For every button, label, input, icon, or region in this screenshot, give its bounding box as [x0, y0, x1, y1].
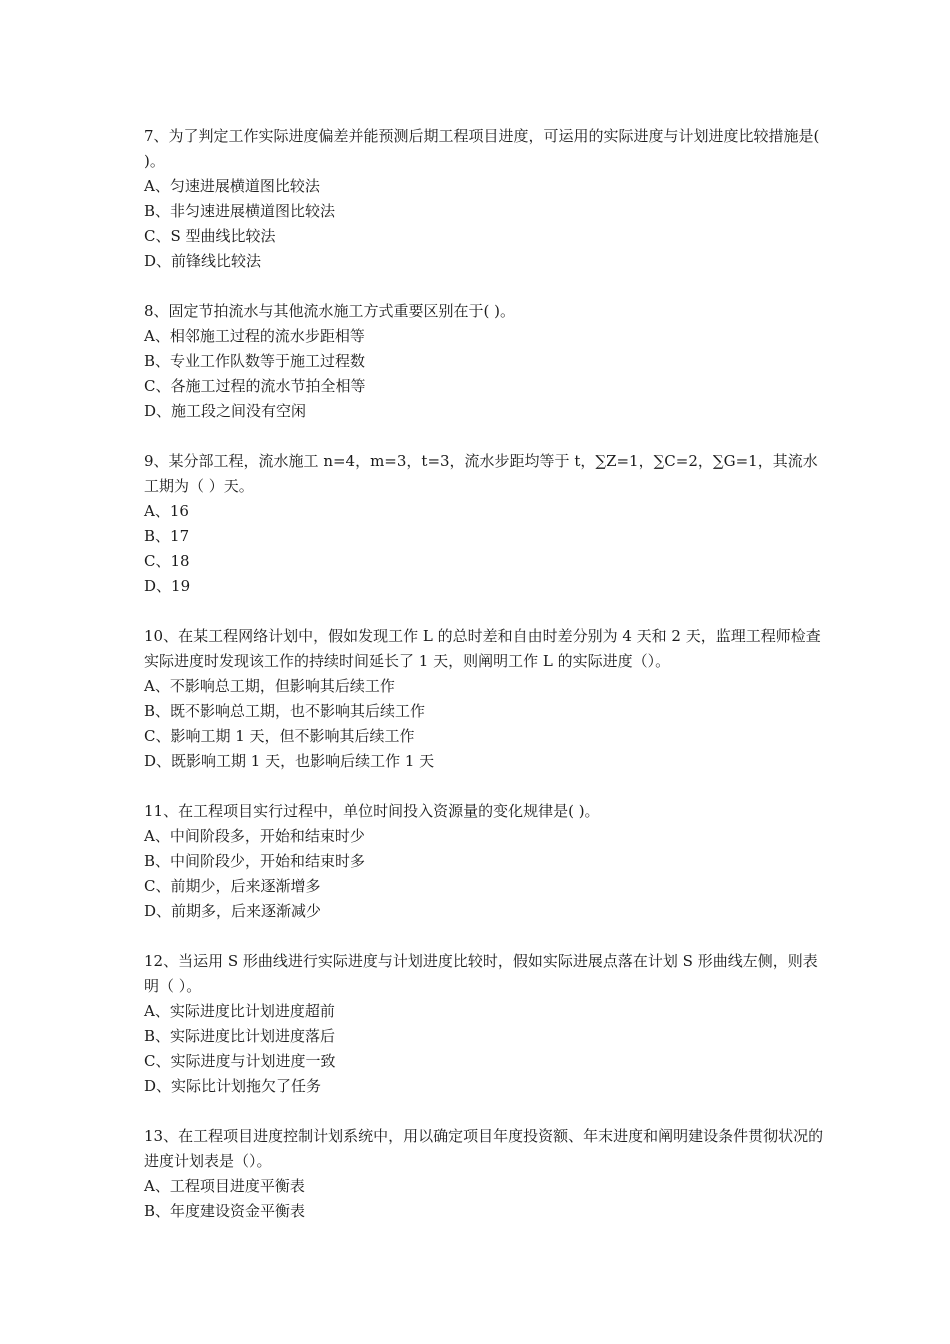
- document-page: [144, 124, 824, 1249]
- question-text: 11、在工程项目实行过程中，单位时间投入资源量的变化规律是( )。: [144, 802, 600, 820]
- question-7: [144, 124, 824, 274]
- option-c: C、影响工期 1 天，但不影响其后续工作: [144, 727, 415, 745]
- option-d: D、施工段之间没有空闲: [144, 402, 307, 420]
- question-text: 9、某分部工程，流水施工 n=4，m=3，t=3，流水步距均等于 t，∑Z=1，∑C=2，∑G=1，其流水工期为（ ）天。: [144, 452, 818, 495]
- option-c: C、实际进度与计划进度一致: [144, 1052, 336, 1070]
- question-12: [144, 949, 824, 1099]
- option-c: C、各施工过程的流水节拍全相等: [144, 377, 366, 395]
- question-text: 7、为了判定工作实际进度偏差并能预测后期工程项目进度，可运用的实际进度与计划进度比较措施是( )。: [144, 127, 820, 170]
- question-9: [144, 449, 824, 599]
- option-b: B、既不影响总工期，也不影响其后续工作: [144, 702, 426, 720]
- option-a: A、相邻施工过程的流水步距相等: [144, 327, 365, 345]
- question-text: 13、在工程项目进度控制计划系统中，用以确定项目年度投资额、年末进度和阐明建设条件贯彻状况的进度计划表是（）。: [144, 1127, 824, 1170]
- option-b: B、中间阶段少，开始和结束时多: [144, 852, 366, 870]
- option-d: D、前锋线比较法: [144, 252, 262, 270]
- option-d: D、前期多，后来逐渐减少: [144, 902, 322, 920]
- option-d: D、既影响工期 1 天，也影响后续工作 1 天: [144, 752, 435, 770]
- question-text: 10、在某工程网络计划中，假如发现工作 L 的总时差和自由时差分别为 4 天和 2 天，监理工程师检查实际进度时发现该工作的持续时间延长了 1 天，则阐明工作 L 的实际进度（）。: [144, 627, 821, 670]
- option-b: B、专业工作队数等于施工过程数: [144, 352, 366, 370]
- option-c: C、S 型曲线比较法: [144, 227, 276, 245]
- option-a: A、工程项目进度平衡表: [144, 1177, 305, 1195]
- question-text: 12、当运用 S 形曲线进行实际进度与计划进度比较时，假如实际进展点落在计划 S 形曲线左侧，则表明（ ）。: [144, 952, 818, 995]
- option-b: B、非匀速进展横道图比较法: [144, 202, 336, 220]
- option-a: A、匀速进展横道图比较法: [144, 177, 320, 195]
- question-text: 8、固定节拍流水与其他流水施工方式重要区别在于( )。: [144, 302, 516, 320]
- option-b: B、17: [144, 527, 190, 545]
- option-a: A、中间阶段多，开始和结束时少: [144, 827, 365, 845]
- question-11: [144, 799, 824, 924]
- option-c: C、前期少，后来逐渐增多: [144, 877, 321, 895]
- option-a: A、实际进度比计划进度超前: [144, 1002, 335, 1020]
- question-8: [144, 299, 824, 424]
- option-a: A、16: [144, 502, 189, 520]
- option-b: B、实际进度比计划进度落后: [144, 1027, 336, 1045]
- option-d: D、实际比计划拖欠了任务: [144, 1077, 322, 1095]
- question-13: [144, 1124, 824, 1224]
- option-d: D、19: [144, 577, 191, 595]
- option-b: B、年度建设资金平衡表: [144, 1202, 306, 1220]
- option-c: C、18: [144, 552, 190, 570]
- question-10: [144, 624, 824, 774]
- option-a: A、不影响总工期，但影响其后续工作: [144, 677, 395, 695]
